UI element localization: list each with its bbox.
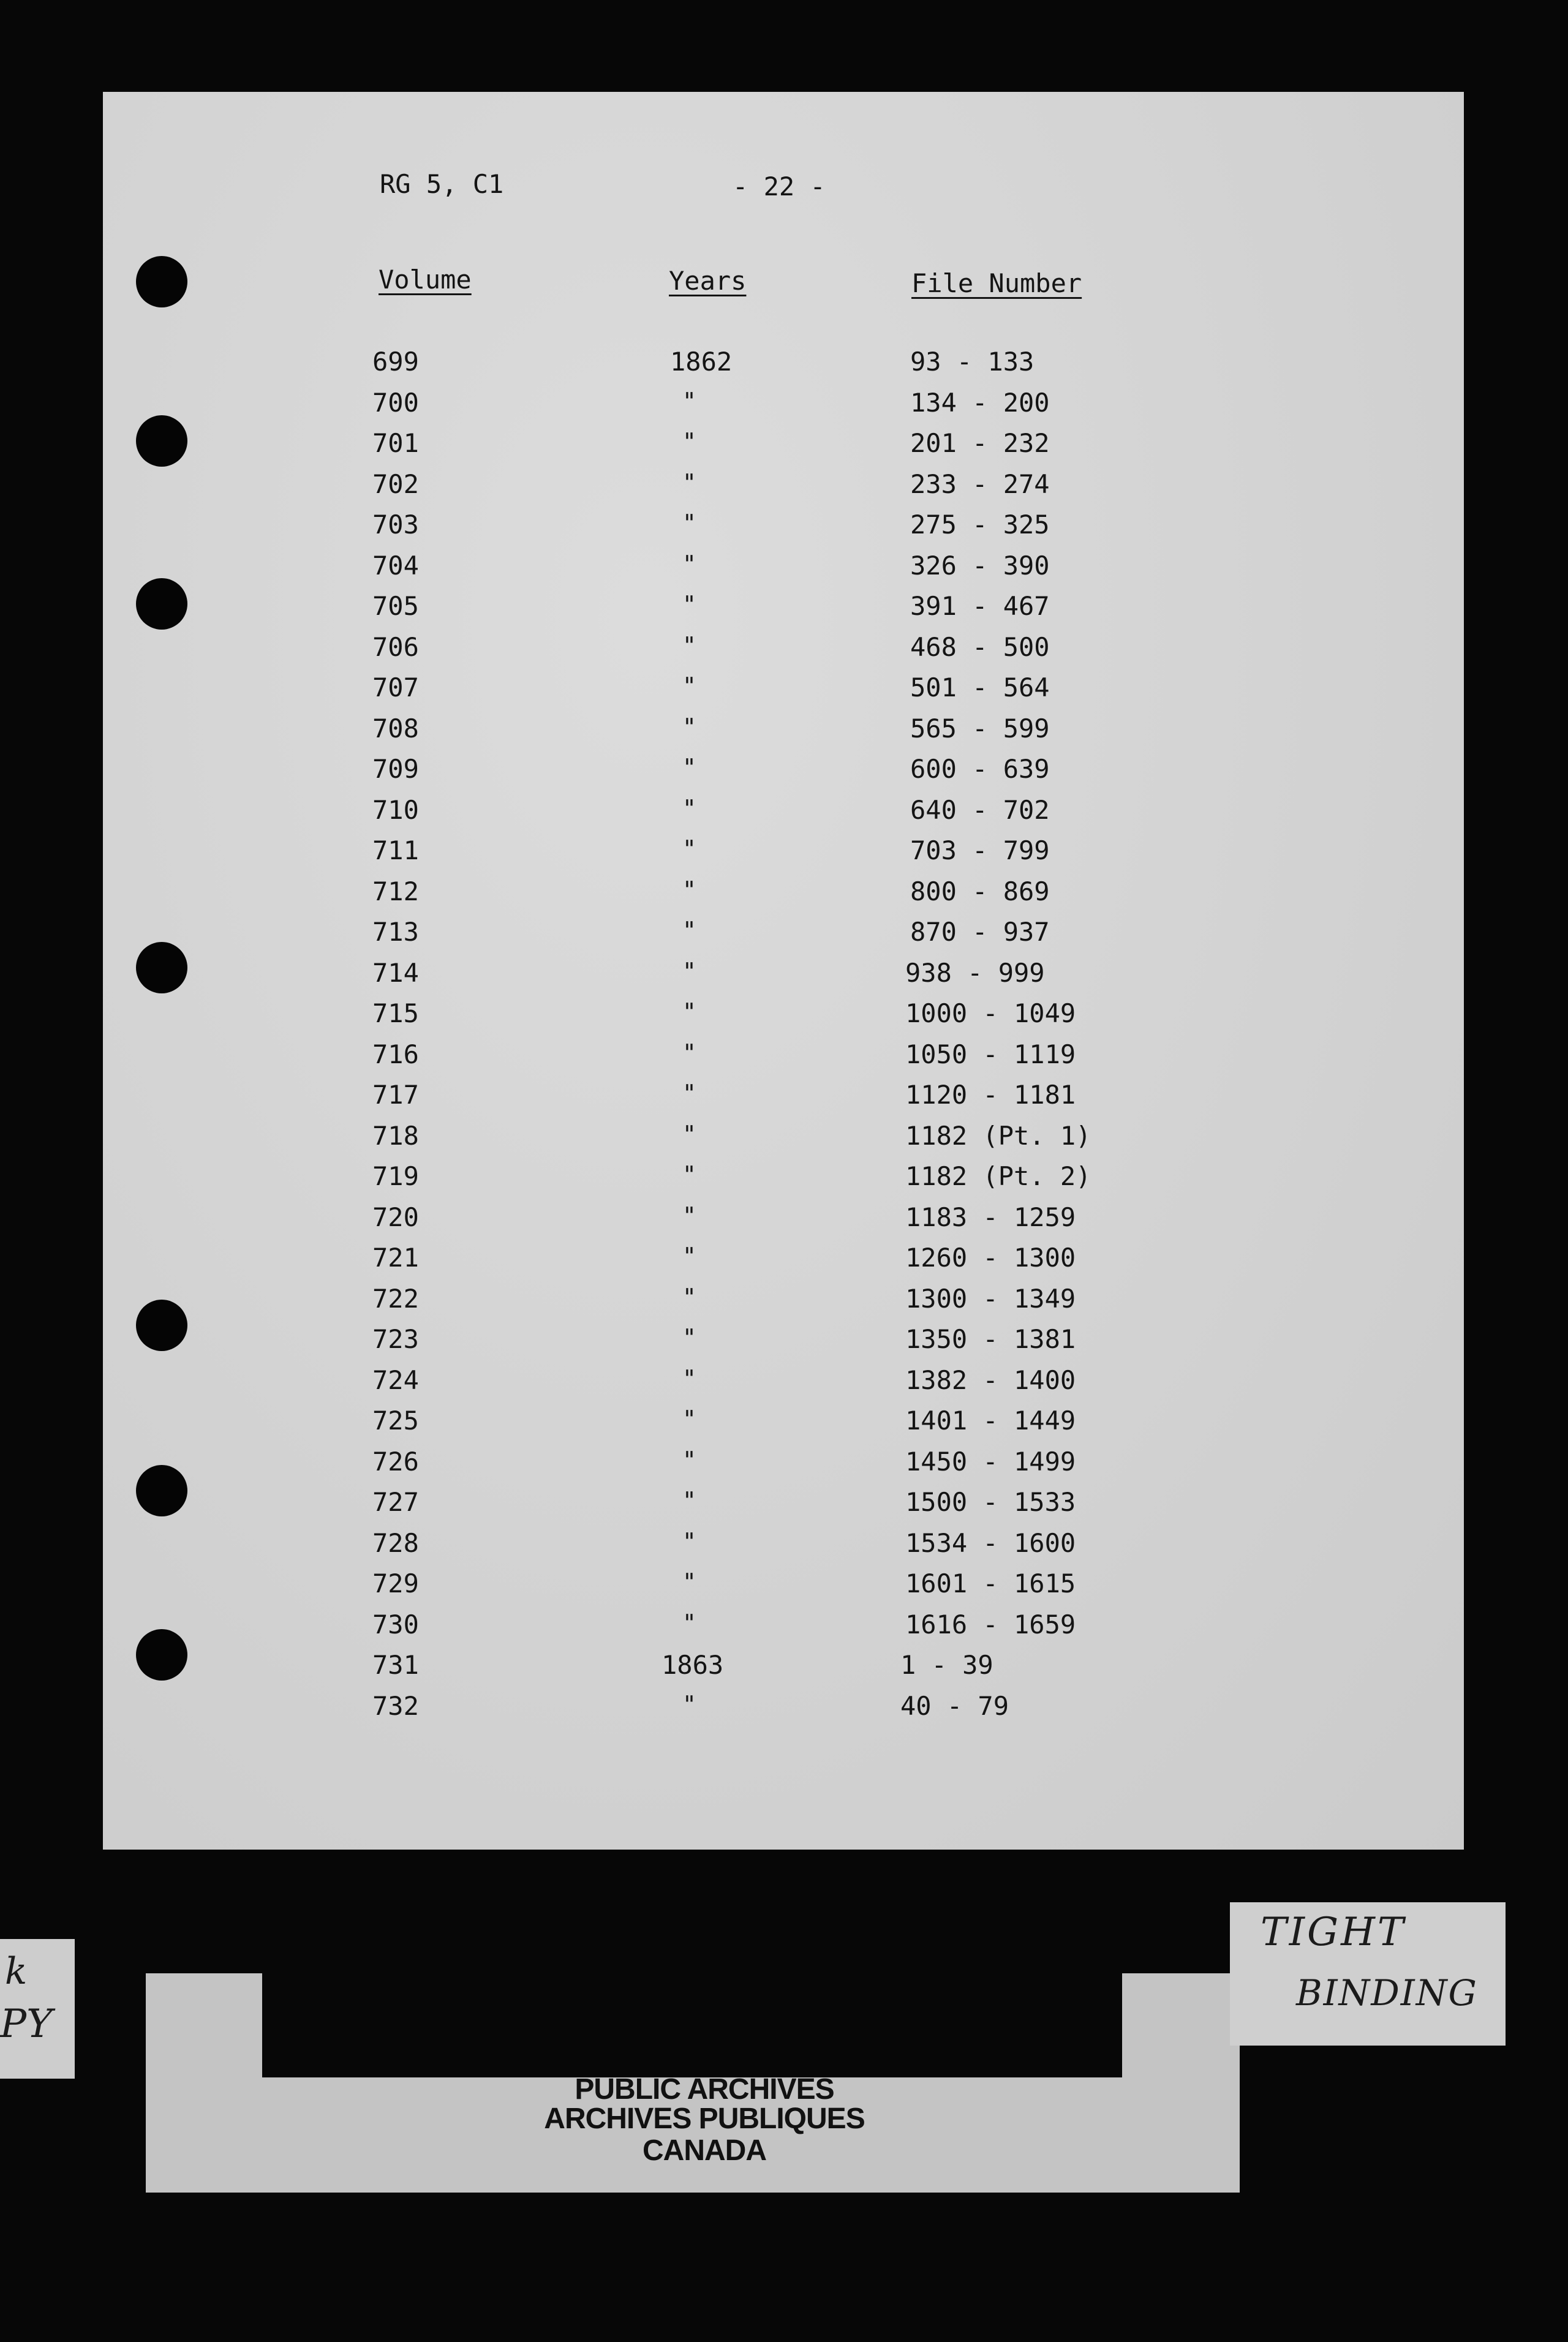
volume-cell: 705 (372, 591, 419, 621)
file-number-cell: 1534 - 1600 (905, 1528, 1076, 1558)
year-cell: " (682, 835, 696, 862)
archives-label-line3: CANADA (643, 2134, 766, 2167)
year-cell: " (682, 1568, 696, 1595)
archives-label-line2: ARCHIVES PUBLIQUES (544, 2103, 865, 2135)
punch-hole (136, 256, 187, 307)
file-number-cell: 201 - 232 (910, 428, 1050, 458)
punch-hole (136, 578, 187, 630)
file-number-cell: 275 - 325 (910, 510, 1050, 540)
file-number-cell: 1601 - 1615 (905, 1568, 1076, 1598)
volume-cell: 725 (372, 1406, 419, 1436)
record-group-reference: RG 5, C1 (380, 169, 504, 199)
column-header-years: Years (669, 266, 747, 296)
file-number-cell: 1050 - 1119 (905, 1039, 1076, 1069)
year-cell: 1862 (670, 347, 733, 377)
binding-note-line1: TIGHT (1261, 1910, 1406, 1955)
column-header-volume: Volume (379, 265, 472, 295)
file-number-cell: 1382 - 1400 (905, 1365, 1076, 1395)
volume-cell: 715 (372, 998, 419, 1028)
page-number: - 22 - (733, 171, 826, 201)
volume-cell: 714 (372, 958, 419, 988)
file-number-cell: 40 - 79 (900, 1691, 1009, 1721)
year-cell: " (682, 632, 696, 659)
file-number-cell: 1182 (Pt. 1) (905, 1121, 1091, 1151)
year-cell: " (682, 1447, 696, 1474)
volume-cell: 730 (372, 1610, 419, 1640)
file-number-cell: 1183 - 1259 (905, 1202, 1076, 1232)
year-cell: " (682, 754, 696, 781)
year-cell: " (682, 1365, 696, 1392)
year-cell: " (682, 1284, 696, 1311)
file-number-cell: 233 - 274 (910, 469, 1050, 499)
file-number-cell: 938 - 999 (905, 958, 1045, 988)
year-cell: " (682, 1202, 696, 1229)
file-number-cell: 640 - 702 (910, 795, 1050, 825)
volume-cell: 732 (372, 1691, 419, 1721)
year-cell: " (682, 428, 696, 455)
punch-hole (136, 1465, 187, 1516)
year-cell: " (682, 672, 696, 699)
volume-cell: 709 (372, 754, 419, 784)
year-cell: " (682, 388, 696, 415)
year-cell: " (682, 591, 696, 618)
volume-cell: 726 (372, 1447, 419, 1477)
left-fragment-line1: k (5, 1950, 28, 1993)
volume-cell: 713 (372, 917, 419, 947)
punch-hole (136, 1300, 187, 1351)
year-cell: " (682, 469, 696, 496)
file-number-cell: 468 - 500 (910, 632, 1050, 662)
file-number-cell: 134 - 200 (910, 388, 1050, 418)
volume-cell: 724 (372, 1365, 419, 1395)
year-cell: " (682, 714, 696, 740)
year-cell: " (682, 1080, 696, 1107)
volume-cell: 721 (372, 1243, 419, 1273)
file-number-cell: 1182 (Pt. 2) (905, 1161, 1091, 1191)
year-cell: " (682, 1243, 696, 1270)
year-cell: " (682, 998, 696, 1025)
volume-cell: 722 (372, 1284, 419, 1314)
volume-cell: 700 (372, 388, 419, 418)
file-number-cell: 1450 - 1499 (905, 1447, 1076, 1477)
archives-label-line1: PUBLIC ARCHIVES (575, 2073, 834, 2106)
left-fragment-line2: PY (0, 2001, 53, 2047)
volume-cell: 723 (372, 1324, 419, 1354)
document-page (103, 92, 1464, 1850)
volume-cell: 702 (372, 469, 419, 499)
file-number-cell: 391 - 467 (910, 591, 1050, 621)
year-cell: " (682, 958, 696, 985)
volume-cell: 718 (372, 1121, 419, 1151)
file-number-cell: 1 - 39 (900, 1650, 993, 1680)
volume-cell: 731 (372, 1650, 419, 1680)
volume-cell: 706 (372, 632, 419, 662)
file-number-cell: 1500 - 1533 (905, 1487, 1076, 1517)
punch-hole (136, 942, 187, 993)
file-number-cell: 870 - 937 (910, 917, 1050, 947)
volume-cell: 703 (372, 510, 419, 540)
volume-cell: 699 (372, 347, 419, 377)
year-cell: " (682, 551, 696, 578)
volume-cell: 712 (372, 876, 419, 906)
volume-cell: 708 (372, 714, 419, 744)
file-number-cell: 1000 - 1049 (905, 998, 1076, 1028)
file-number-cell: 1120 - 1181 (905, 1080, 1076, 1110)
volume-cell: 728 (372, 1528, 419, 1558)
volume-cell: 711 (372, 835, 419, 865)
card-cutout (262, 1973, 1122, 2077)
year-cell: " (682, 1610, 696, 1636)
binding-note-line2: BINDING (1296, 1972, 1478, 2014)
year-cell: " (682, 1039, 696, 1066)
year-cell: " (682, 1487, 696, 1514)
punch-hole (136, 415, 187, 467)
volume-cell: 701 (372, 428, 419, 458)
year-cell: " (682, 876, 696, 903)
volume-cell: 710 (372, 795, 419, 825)
volume-cell: 707 (372, 672, 419, 702)
volume-cell: 727 (372, 1487, 419, 1517)
year-cell: " (682, 1528, 696, 1555)
year-cell: " (682, 1161, 696, 1188)
file-number-cell: 800 - 869 (910, 876, 1050, 906)
file-number-cell: 1300 - 1349 (905, 1284, 1076, 1314)
year-cell: 1863 (662, 1650, 724, 1680)
file-number-cell: 565 - 599 (910, 714, 1050, 744)
volume-cell: 717 (372, 1080, 419, 1110)
year-cell: " (682, 1406, 696, 1433)
column-header-file-number: File Number (911, 268, 1082, 298)
file-number-cell: 93 - 133 (910, 347, 1035, 377)
punch-hole (136, 1629, 187, 1681)
year-cell: " (682, 1691, 696, 1718)
volume-cell: 704 (372, 551, 419, 581)
year-cell: " (682, 1121, 696, 1148)
file-number-cell: 1401 - 1449 (905, 1406, 1076, 1436)
year-cell: " (682, 795, 696, 822)
volume-cell: 729 (372, 1568, 419, 1598)
file-number-cell: 326 - 390 (910, 551, 1050, 581)
year-cell: " (682, 1324, 696, 1351)
year-cell: " (682, 510, 696, 537)
file-number-cell: 703 - 799 (910, 835, 1050, 865)
file-number-cell: 1616 - 1659 (905, 1610, 1076, 1640)
file-number-cell: 1350 - 1381 (905, 1324, 1076, 1354)
file-number-cell: 600 - 639 (910, 754, 1050, 784)
volume-cell: 719 (372, 1161, 419, 1191)
file-number-cell: 501 - 564 (910, 672, 1050, 702)
volume-cell: 720 (372, 1202, 419, 1232)
file-number-cell: 1260 - 1300 (905, 1243, 1076, 1273)
year-cell: " (682, 917, 696, 944)
volume-cell: 716 (372, 1039, 419, 1069)
